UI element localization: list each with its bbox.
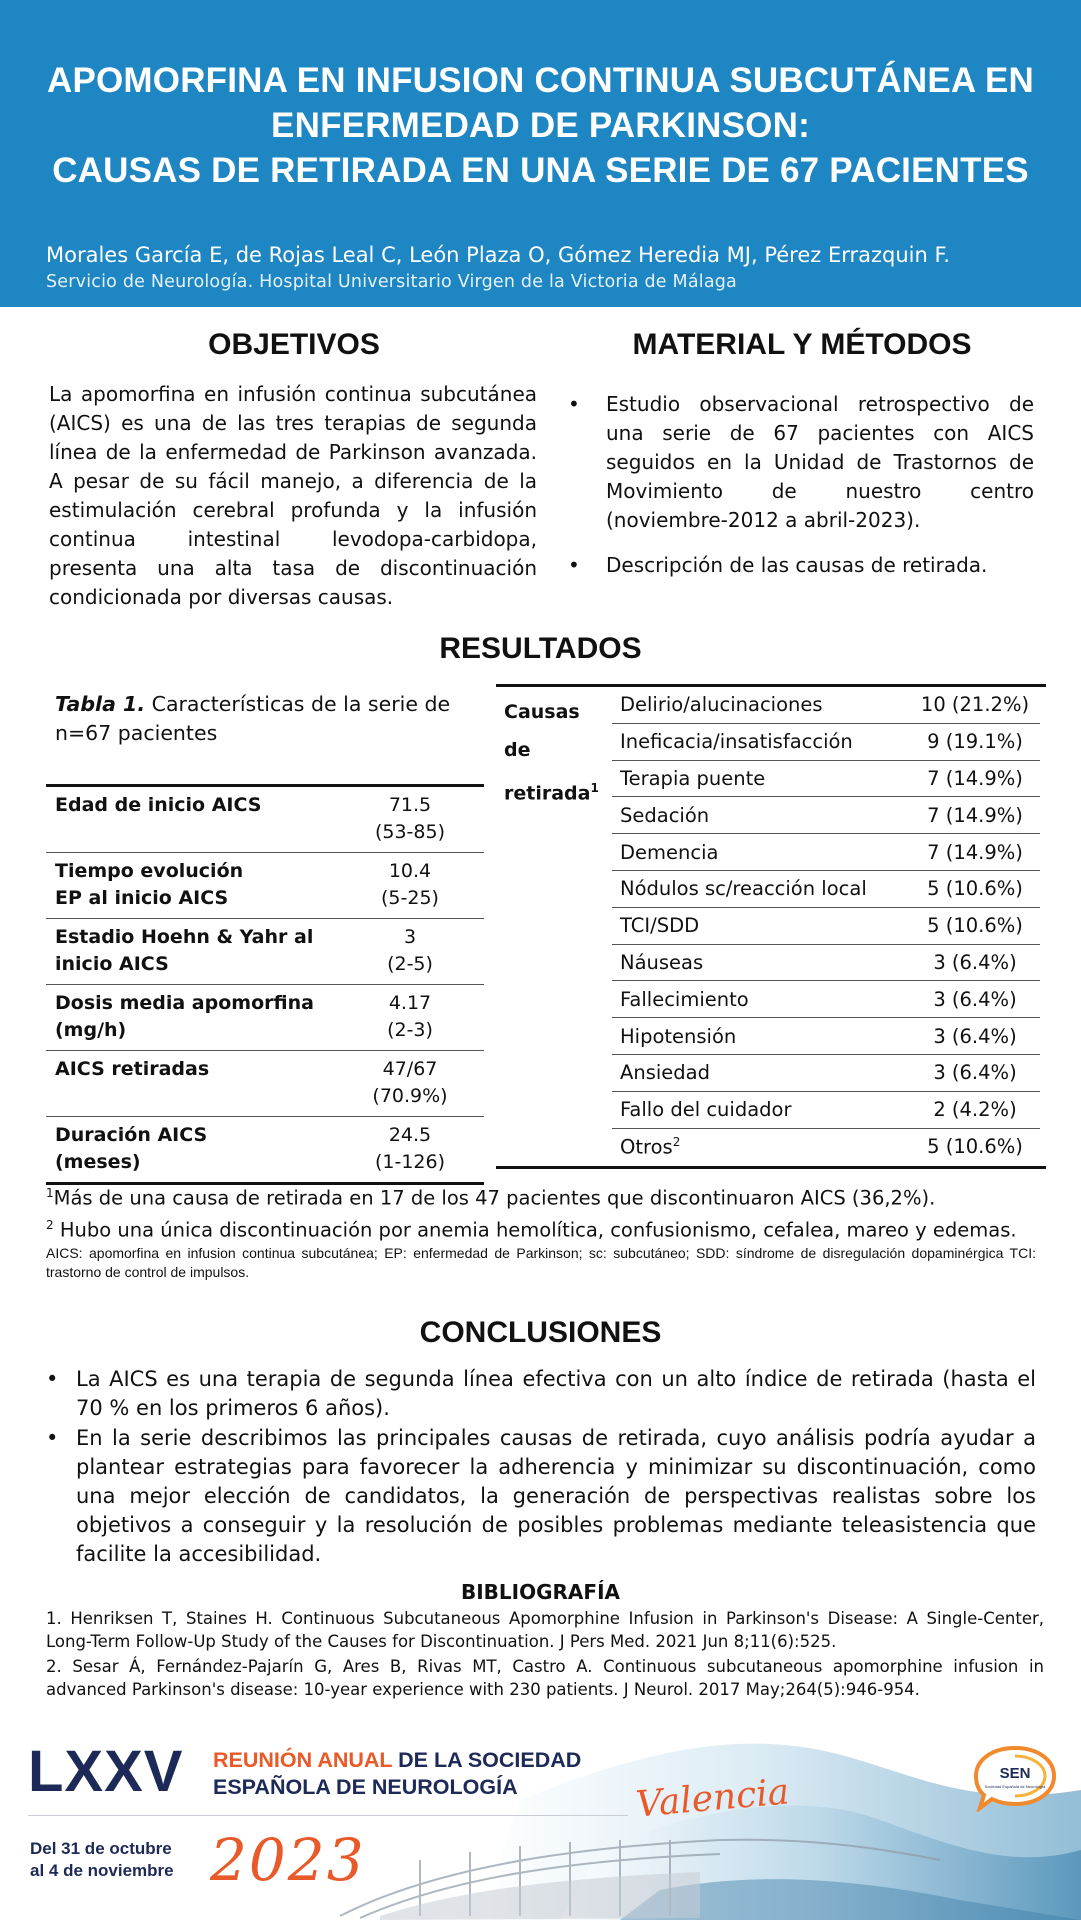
title-line-2: ENFERMEDAD DE PARKINSON: (271, 106, 810, 145)
cause-name-text: Otros (620, 1135, 673, 1159)
cause-value: 5 (10.6%) (927, 1135, 1023, 1159)
cause-name: TCI/SDD (620, 914, 700, 938)
table1-caption (55, 690, 475, 748)
dates-line-1: Del 31 de octubre (30, 1839, 172, 1858)
row-label: Edad de inicio AICS (46, 786, 336, 853)
table-row (612, 871, 1040, 908)
cause-value: 10 (21.2%) (920, 693, 1030, 717)
cause-value: 3 (6.4%) (933, 1061, 1017, 1085)
row-value: 71.5 (53-85) (336, 786, 484, 853)
footnote-1 (46, 1180, 1036, 1212)
row-label: Duración AICS (meses) (46, 1117, 336, 1184)
meeting-dates (30, 1838, 174, 1882)
cause-value: 7 (14.9%) (927, 766, 1023, 790)
table-row (612, 1092, 1040, 1129)
causes-table-header (504, 693, 599, 812)
authors: Morales García E, de Rojas Leal C, León Plaza O, Gómez Heredia MJ, Pérez Errazquin F. (46, 243, 950, 267)
cause-name: Fallecimiento (620, 987, 749, 1011)
table-row (612, 724, 1040, 761)
table-row (46, 853, 484, 919)
material-list (568, 390, 1034, 596)
causes-table (496, 684, 1046, 1169)
cause-value: 2 (4.2%) (933, 1098, 1017, 1122)
cause-value: 9 (19.1%) (927, 730, 1023, 754)
bibliografia-heading: BIBLIOGRAFÍA (461, 1580, 620, 1604)
title-line-1: APOMORFINA EN INFUSION CONTINUA SUBCUTÁNEA EN (46, 61, 1035, 100)
cause-name: Ansiedad (620, 1061, 710, 1085)
table-row (612, 797, 1040, 834)
edition-number: LXXV (28, 1739, 184, 1804)
cause-value: 7 (14.9%) (927, 840, 1023, 864)
poster-header (0, 0, 1081, 307)
meeting-city: Valencia (634, 1771, 791, 1826)
material-heading: MATERIAL Y MÉTODOS (632, 328, 972, 361)
conclusion-item: • La AICS es una terapia de segunda línea efectiva con un alto índice de retirada (hasta el 70 % en los primeros 6 años). (46, 1365, 1036, 1423)
affiliation: Servicio de Neurología. Hospital Universitario Virgen de la Victoria de Málaga (46, 272, 737, 292)
meeting-name (213, 1747, 581, 1801)
footnote-2 (46, 1212, 1036, 1244)
footnote-1-text: Más de una causa de retirada en 17 de los 47 pacientes que discontinuaron AICS (36,2%). (53, 1186, 936, 1210)
objetivos-text: La apomorfina en infusión continua subcutánea (AICS) es una de las tres terapias de segunda línea de la enfermedad de Parkinson avanzada. A pesar de su fácil manejo, a diferencia de la estimulación cerebral profunda y la infusión continua intestinal levodopa-carbidopa, presenta una alta tasa de discontinuación condicionada por diversas causas. (49, 382, 537, 609)
table-row (612, 945, 1040, 982)
characteristics-table (46, 784, 484, 1185)
sen-logo-text: SEN (999, 1765, 1031, 1782)
cause-name (612, 1135, 910, 1159)
cause-value: 7 (14.9%) (927, 803, 1023, 827)
cause-value: 3 (6.4%) (933, 950, 1017, 974)
row-label: AICS retiradas (46, 1051, 336, 1117)
title-line-3: CAUSAS DE RETIRADA EN UNA SERIE DE 67 PACIENTES (52, 151, 1029, 190)
footnote-2-text: Hubo una única discontinuación por anemia hemolítica, confusionismo, cefalea, mareo y edemas. (53, 1218, 1017, 1241)
row-value: 24.5 (1-126) (336, 1117, 484, 1184)
row-label: Dosis media apomorfina (mg/h) (46, 985, 336, 1051)
results-footnotes (46, 1180, 1036, 1282)
table-row (612, 908, 1040, 945)
cause-name: Demencia (620, 840, 719, 864)
causes-header-line: de (504, 739, 531, 761)
table-row (612, 834, 1040, 871)
table-row (612, 761, 1040, 798)
row-label: Estadio Hoehn & Yahr al inicio AICS (46, 919, 336, 985)
cause-name: Ineficacia/insatisfacción (620, 730, 853, 754)
row-value: 4.17 (2-3) (336, 985, 484, 1051)
table-row (46, 919, 484, 985)
conclusiones-heading: CONCLUSIONES (419, 1316, 662, 1349)
material-item: • Descripción de las causas de retirada. (568, 551, 1034, 580)
meeting-year: 2023 (210, 1826, 366, 1894)
table-row (612, 1129, 1040, 1166)
meeting-line-1 (213, 1747, 581, 1774)
causes-header-line: Causas (504, 701, 580, 723)
abbreviations: AICS: apomorfina en infusion continua subcutánea; EP: enfermedad de Parkinson; sc: subcutáneo; SDD: síndrome de disregulación dopaminérgica TCI: trastorno de control de impulsos. (46, 1245, 1036, 1280)
footnote-1-mark: 1 (46, 1186, 54, 1200)
table1-caption-text: Características de la serie de n=67 pacientes (55, 692, 451, 745)
footnote-2-mark: 2 (46, 1217, 54, 1232)
footer-divider (28, 1815, 628, 1816)
reference-item: 1. Henriksen T, Staines H. Continuous Subcutaneous Apomorphine Infusion in Parkinson's Disease: A Single-Center, Long-Term Follow-Up Study of the Causes for Discontinuation. J Pers Med. 2021 Jun 8;11(6):525. (46, 1609, 1044, 1651)
cause-value: 5 (10.6%) (927, 877, 1023, 901)
table-row (612, 981, 1040, 1018)
cause-name: Sedación (620, 803, 710, 827)
cause-name: Terapia puente (620, 766, 766, 790)
cause-value: 5 (10.6%) (927, 914, 1023, 938)
table-row (46, 985, 484, 1051)
resultados-heading: RESULTADOS (439, 632, 642, 665)
material-item: • Estudio observacional retrospectivo de una serie de 67 pacientes con AICS seguidos en la Unidad de Trastornos de Movimiento de nuestro centro (noviembre-2012 a abril-2023). (568, 390, 1034, 535)
table-row (46, 1051, 484, 1117)
table-row (612, 1018, 1040, 1055)
sen-logo-subtext: Sociedad Española de Neurología (984, 1784, 1046, 1789)
cause-sup: 2 (672, 1135, 681, 1150)
table-row (612, 687, 1040, 724)
cause-name: Náuseas (620, 950, 704, 974)
cause-name: Nódulos sc/reacción local (620, 877, 867, 901)
cause-name: Hipotensión (620, 1024, 737, 1048)
table1-caption-label: Tabla 1. (55, 692, 146, 716)
objetivos-heading: OBJETIVOS (208, 328, 380, 361)
cause-name: Fallo del cuidador (620, 1098, 792, 1122)
bibliografia-list (46, 1607, 1044, 1703)
causes-header-word: retirada (504, 782, 591, 805)
meeting-line-2: ESPAÑOLA DE NEUROLOGÍA (213, 1775, 518, 1799)
cause-value: 3 (6.4%) (933, 987, 1017, 1011)
cause-name: Delirio/alucinaciones (620, 693, 823, 717)
row-label: Tiempo evolución EP al inicio AICS (46, 853, 336, 919)
conclusiones-list (46, 1365, 1036, 1570)
cause-value: 3 (6.4%) (933, 1024, 1017, 1048)
causes-header-sup: 1 (590, 781, 599, 795)
reference-item: 2. Sesar Á, Fernández-Pajarín G, Ares B, Rivas MT, Castro A. Continuous subcutaneous apomorphine infusion in advanced Parkinson's disease: 10-year experience with 230 patients. J Neurol. 2017 May;264(5):946-954. (46, 1657, 1044, 1699)
row-value: 47/67 (70.9%) (336, 1051, 484, 1117)
meeting-rest: DE LA SOCIEDAD (392, 1748, 582, 1772)
row-value: 3 (2-5) (336, 919, 484, 985)
causes-header-line (504, 769, 599, 812)
dates-line-2: al 4 de noviembre (30, 1861, 174, 1880)
causes-rows (612, 687, 1040, 1165)
table-row (46, 1117, 484, 1184)
sen-logo (972, 1744, 1058, 1812)
table-row (46, 786, 484, 853)
row-value: 10.4 (5-25) (336, 853, 484, 919)
table-row (612, 1055, 1040, 1092)
meeting-accent: REUNIÓN ANUAL (213, 1748, 393, 1772)
poster-title (20, 58, 1061, 193)
conclusion-item: • En la serie describimos las principales causas de retirada, cuyo análisis podría ayudar a plantear estrategias para favorecer la adherencia y minimizar su discontinuación, como una mejor elección de candidatos, la generación de perspectivas realistas sobre los objetivos a conseguir y la resolución de posibles problemas mediante teleasistencia que facilite la accesibilidad. (46, 1424, 1036, 1569)
